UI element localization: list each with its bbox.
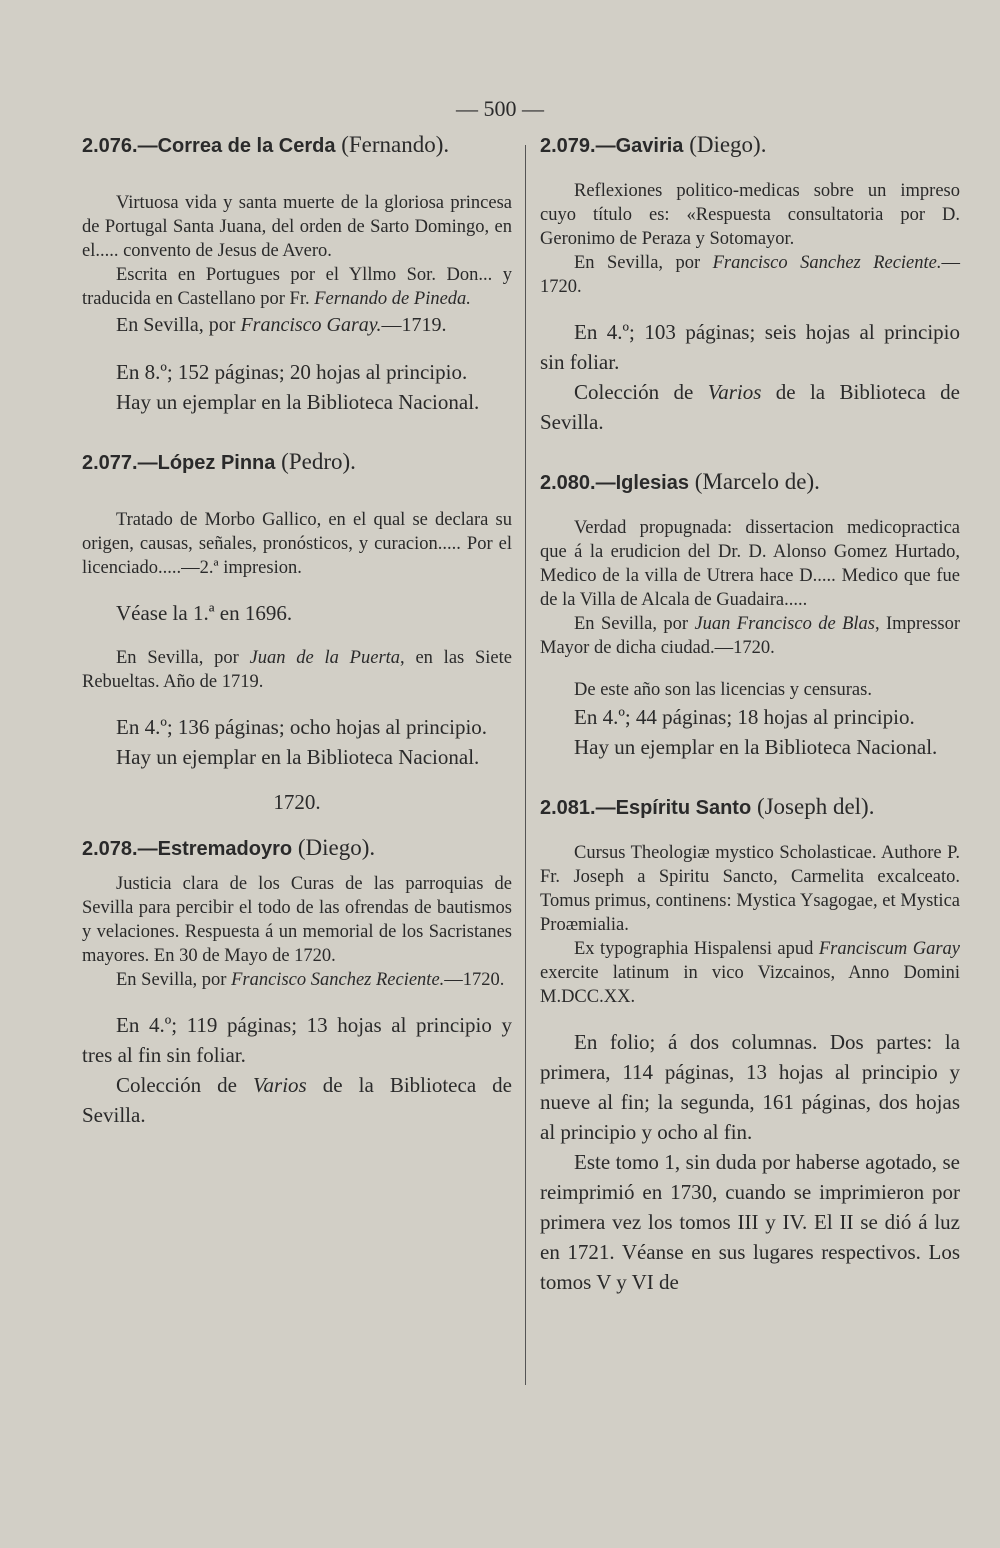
entry-imprint: En Sevilla, por Francisco Sanchez Reciente.—1720. — [540, 253, 960, 297]
entry-imprint: Ex typographia Hispalensi apud Franciscum Garay exercite latinum in vico Vizcainos, Anno Domini M.DCC.XX. — [540, 939, 960, 1007]
entry-collection: Colección de Varios de la Biblioteca de Sevilla. — [540, 380, 960, 434]
entry-see-also: Véase la 1.ª en 1696. — [116, 601, 293, 625]
entry-heading: 2.079.—Gaviria (Diego). — [540, 132, 767, 157]
left-column — [82, 130, 512, 1130]
entry-location: Hay un ejemplar en la Biblioteca Nacional. — [574, 735, 938, 759]
entry-imprint: En Sevilla, por Juan Francisco de Blas, Impressor Mayor de dicha ciudad.—1720. — [540, 614, 960, 658]
entry-title: Justicia clara de los Curas de las parroquias de Sevilla para percibir el todo de las ofrendas de bautismos y velaciones. Respuesta á un memorial de los Sacristanes mayores. En 30 de Mayo de 1720. — [82, 874, 512, 966]
entry-2078 — [82, 833, 512, 1130]
entry-2080 — [540, 467, 960, 762]
entry-title: Verdad propugnada: dissertacion medicopractica que á la erudicion del Dr. D. Alonso Gomez Hurtado, Medico de la villa de Utrera hace D..... Medico que fue de la Villa de Alcala de Guadaira..... — [540, 518, 960, 610]
entry-format: En 4.º; 103 páginas; seis hojas al principio sin foliar. — [540, 320, 960, 374]
entry-2081 — [540, 792, 960, 1297]
entry-format: En 4.º; 119 páginas; 13 hojas al principio y tres al fin sin foliar. — [82, 1013, 512, 1067]
right-column — [540, 130, 960, 1297]
entry-imprint: En Sevilla, por Francisco Garay.—1719. — [116, 314, 447, 336]
entry-format: En 8.º; 152 páginas; 20 hojas al principio. — [116, 360, 468, 384]
year-heading: 1720. — [273, 790, 321, 814]
entry-2077 — [82, 447, 512, 772]
entry-author-note: Escrita en Portugues por el Yllmo Sor. Don... y traducida en Castellano por Fr. Fernando de Pineda. — [82, 265, 512, 309]
entry-heading: 2.078.—Estremadoyro (Diego). — [82, 835, 376, 860]
entry-title: Reflexiones politico-medicas sobre un impreso cuyo título es: «Respuesta consultatoria por D. Geronimo de Peraza y Sotomayor. — [540, 181, 960, 249]
entry-note: Este tomo 1, sin duda por haberse agotado, se reimprimió en 1730, cuando se imprimieron por primera vez los tomos III y IV. El II se dió á luz en 1721. Véanse en sus lugares respectivos. Los tomos V y VI de — [540, 1150, 960, 1294]
entry-title: Tratado de Morbo Gallico, en el qual se declara su origen, causas, señales, pronósticos, y curacion..... Por el licenciado.....—2.ª impresion. — [82, 510, 512, 578]
page-number: — 500 — — [456, 96, 544, 121]
column-divider — [525, 145, 526, 1385]
entry-format: En 4.º; 136 páginas; ocho hojas al principio. — [116, 715, 488, 739]
entry-format: En folio; á dos columnas. Dos partes: la primera, 114 páginas, 13 hojas al principio y nueve al fin; la segunda, 161 páginas, dos hojas al principio y ocho al fin. — [540, 1030, 960, 1144]
entry-heading: 2.081.—Espíritu Santo (Joseph del). — [540, 794, 875, 819]
entry-imprint: En Sevilla, por Juan de la Puerta, en las Siete Rebueltas. Año de 1719. — [82, 648, 512, 692]
entry-location: Hay un ejemplar en la Biblioteca Nacional. — [116, 745, 480, 769]
entry-heading: 2.076.—Correa de la Cerda (Fernando). — [82, 132, 450, 157]
entry-collection: Colección de Varios de la Biblioteca de Sevilla. — [82, 1073, 512, 1127]
entry-imprint: En Sevilla, por Francisco Sanchez Reciente.—1720. — [116, 970, 505, 990]
entry-format: En 4.º; 44 páginas; 18 hojas al principio. — [574, 705, 915, 729]
entry-location: Hay un ejemplar en la Biblioteca Nacional. — [116, 390, 480, 414]
entry-2079 — [540, 130, 960, 437]
entry-licences: De este año son las licencias y censuras. — [574, 680, 872, 700]
entry-2076 — [82, 130, 512, 417]
entry-heading: 2.077.—López Pinna (Pedro). — [82, 449, 356, 474]
entry-heading: 2.080.—Iglesias (Marcelo de). — [540, 469, 820, 494]
entry-title: Virtuosa vida y santa muerte de la gloriosa princesa de Portugal Santa Juana, del orden de Sarto Domingo, en el..... convento de Jesus de Avero. — [82, 193, 512, 261]
entry-title: Cursus Theologiæ mystico Scholasticae. Authore P. Fr. Joseph a Spiritu Sancto, Carmelita excalceato. Tomus primus, continens: Mystica Ysagogae, et Mystica Proæmialia. — [540, 843, 960, 935]
